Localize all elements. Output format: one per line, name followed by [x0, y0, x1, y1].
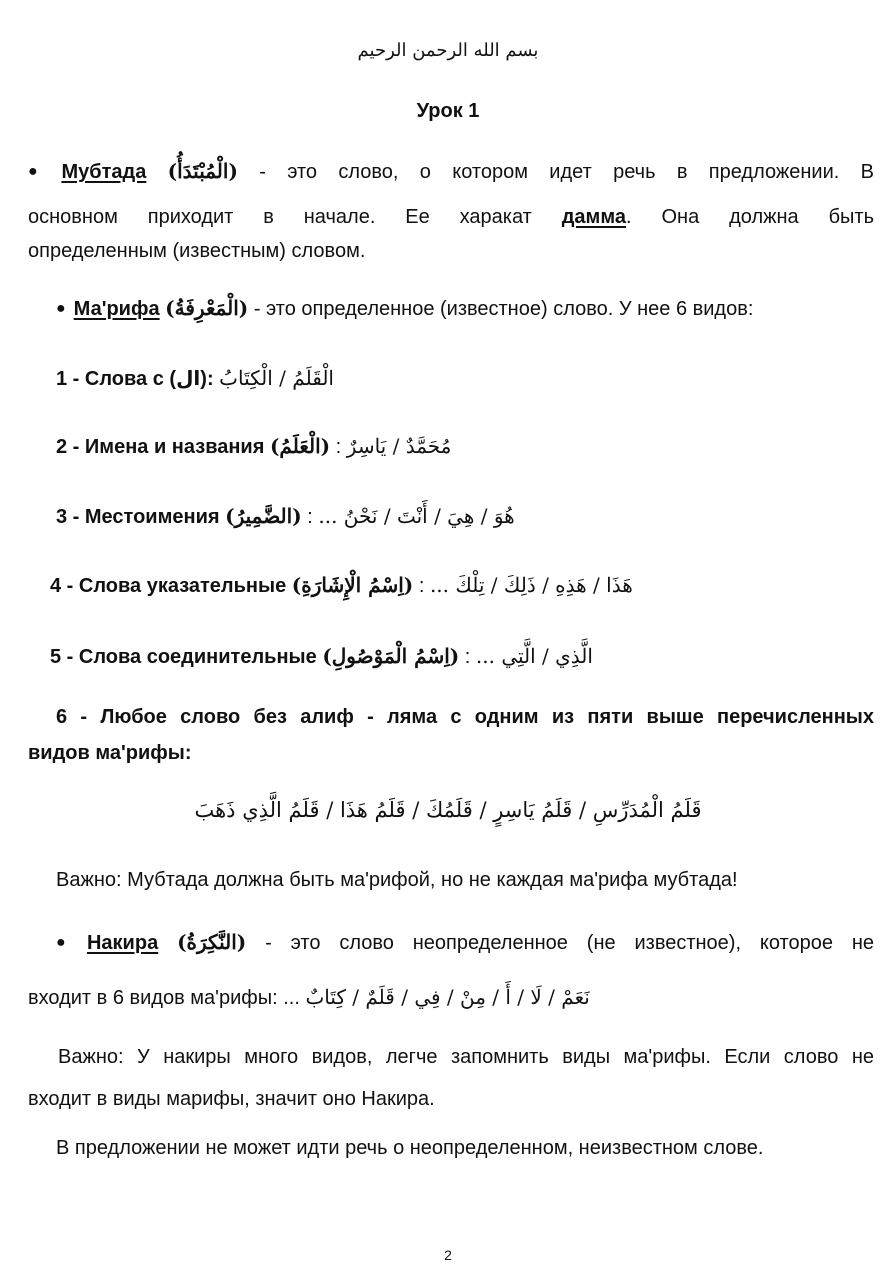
type-5-colon: :: [464, 646, 471, 668]
important-note-2-line-2: входит в виды марифы, значит оно Накира.: [28, 1088, 435, 1110]
type-5-arabic: (اِسْمُ الْمَوْصُولِ): [322, 644, 460, 668]
important-note-1: Важно: Мубтада должна быть ма'рифой, но не каждая ма'рифа мубтада!: [56, 869, 738, 891]
damma-term: дамма: [561, 206, 627, 228]
type-4-label: 4 - Слова указательные: [50, 575, 287, 597]
type-2-arabic: (الْعَلَمُ): [269, 434, 331, 458]
nakira-definition: - это слово неопределенное (не известное), которое не: [265, 932, 875, 954]
type-5-examples: الَّذِي / الَّتِي ...: [475, 644, 593, 668]
page-number: 2: [444, 1247, 452, 1263]
type-2-examples: مُحَمَّدٌ / يَاسِرٌ: [346, 434, 452, 458]
type-3: [56, 502, 515, 531]
type-4: [50, 571, 633, 600]
mubtada-arabic: (الْمُبْتَدَأُ): [167, 159, 238, 183]
type-6-examples: قَلَمُ الْمُدَرِّسِ / قَلَمُ يَاسِرٍ / قَلَمُكَ / قَلَمُ هَذَا / قَلَمُ الَّذِي ذَهَبَ: [194, 798, 702, 822]
type-3-arabic: (الضَّمِيرُ): [225, 504, 302, 528]
mubtada-line2-end: . Она должна быть: [626, 206, 874, 228]
type-4-colon: :: [418, 575, 425, 597]
type-2-colon: :: [335, 436, 342, 458]
mubtada-definition: - это слово, о котором идет речь в предложении. В: [259, 161, 874, 183]
type-3-label: 3 - Местоимения: [56, 506, 220, 528]
nakira-arabic: (النَّكِرَةُ): [177, 930, 247, 954]
final-sentence: В предложении не может идти речь о неопределенном, неизвестном слове.: [56, 1137, 764, 1159]
nakira-line-2: [28, 983, 590, 1012]
bullet-icon: ●: [56, 934, 79, 951]
type-5-label: 5 - Слова соединительные: [50, 646, 317, 668]
mubtada-term: Мубтада: [61, 161, 147, 183]
type-2-label: 2 - Имена и названия: [56, 436, 265, 458]
lesson-title: Урок 1: [416, 100, 480, 122]
type-4-arabic: (اِسْمُ الْإِشَارَةِ): [291, 573, 414, 597]
type-1-examples: الْقَلَمُ / الْكِتَابُ: [219, 366, 334, 390]
marifa-arabic: (الْمَعْرِفَةُ): [165, 296, 249, 320]
mubtada-line-2: [28, 203, 874, 231]
nakira-examples: نَعَمْ / لَا / أَ / مِنْ / فِي / قَلَمٌ / كِتَابٌ: [305, 985, 590, 1009]
type-6-line-1: 6 - Любое слово без алиф - ляма с одним из пяти выше перечисленных: [56, 706, 874, 728]
marifa-definition: - это определенное (известное) слово. У нее 6 видов:: [253, 298, 754, 320]
type-2: [56, 432, 451, 461]
marifa-term: Ма'рифа: [73, 298, 160, 320]
type-1-label: 1 - Слова с (ال):: [56, 368, 214, 390]
basmala: بسم الله الرحمن الرحيم: [357, 40, 539, 61]
bullet-icon: ●: [56, 300, 66, 317]
type-6-line-2: видов ма'рифы:: [28, 742, 192, 764]
marifa-line: [56, 294, 753, 323]
type-5: [50, 642, 593, 671]
type-4-examples: هَذَا / هَذِهِ / ذَلِكَ / تِلْكَ ...: [429, 573, 633, 597]
mubtada-line2-text: основном приходит в начале. Ее харакат: [28, 206, 532, 228]
mubtada-line-1: [28, 157, 874, 186]
important-note-2-line-1: Важно: У накиры много видов, легче запомнить виды ма'рифы. Если слово не: [58, 1046, 874, 1068]
mubtada-line-3: определенным (известным) словом.: [28, 240, 366, 262]
bullet-icon: ●: [28, 163, 54, 180]
nakira-line-1: [56, 928, 874, 957]
nakira-term: Накира: [86, 932, 159, 954]
type-3-examples: هُوَ / هِيَ / أَنْتَ / نَحْنُ ...: [318, 504, 515, 528]
nakira-line2-text: входит в 6 видов ма'рифы: ...: [28, 987, 300, 1009]
type-1: [56, 364, 334, 393]
type-3-colon: :: [307, 506, 313, 528]
